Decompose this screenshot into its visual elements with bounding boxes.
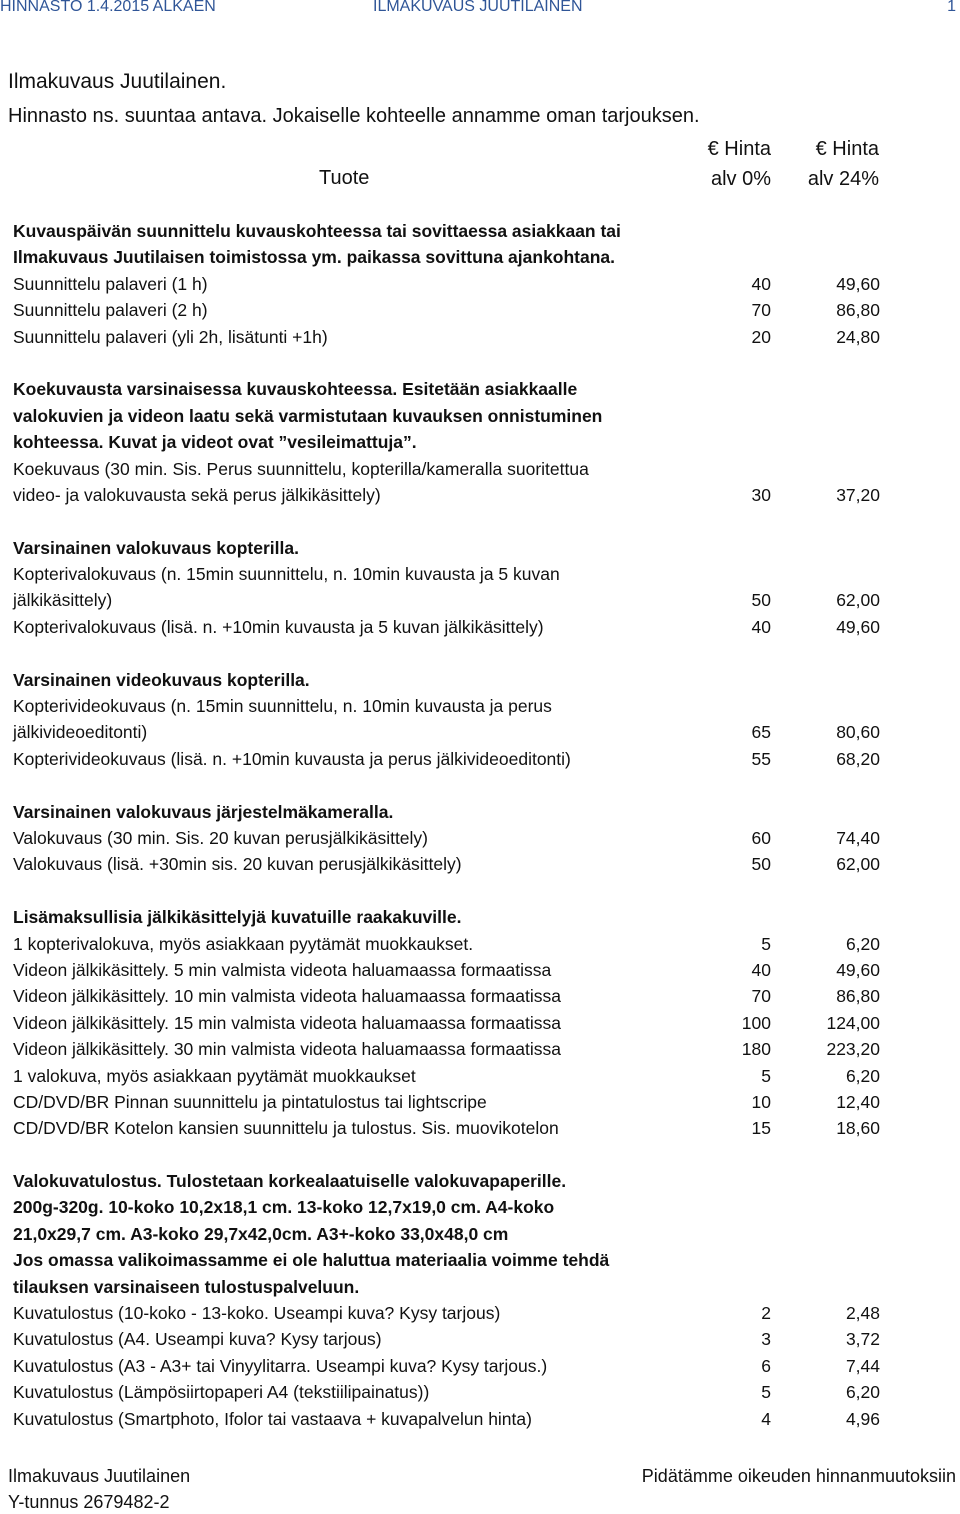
row-description: Kuvauspäivän suunnittelu kuvauskohteessa tai sovittaessa asiakkaan tai <box>13 221 621 241</box>
price-vat0: 2 <box>761 1303 771 1324</box>
price-row <box>13 957 893 983</box>
row-description: Kopterivideokuvaus (lisä. n. +10min kuvausta ja perus jälkivideoeditonti) <box>13 748 571 769</box>
price-row <box>13 1089 893 1115</box>
price-row <box>13 931 893 957</box>
price-vat0: 3 <box>761 1329 771 1350</box>
price-vat24: 223,20 <box>826 1039 880 1060</box>
price-vat0: 6 <box>761 1355 771 1376</box>
row-description: Suunnittelu palaveri (1 h) <box>13 273 208 294</box>
section-heading-line <box>13 1221 893 1247</box>
section-heading-line <box>13 376 893 402</box>
row-description: Kuvatulostus (A3 - A3+ tai Vinyylitarra. Useampi kuva? Kysy tarjous.) <box>13 1355 548 1376</box>
price-vat24: 49,60 <box>836 959 880 980</box>
price-row <box>13 983 893 1009</box>
price-row <box>13 851 893 877</box>
section-heading-line <box>13 1247 893 1273</box>
footer-disclaimer: Pidätämme oikeuden hinnanmuutoksiin <box>641 1466 956 1486</box>
section-heading-line <box>13 1194 893 1220</box>
column-header-product: Tuote <box>319 167 370 189</box>
section-heading-line <box>13 667 893 693</box>
row-description: Suunnittelu palaveri (2 h) <box>13 300 208 321</box>
row-description: video- ja valokuvausta sekä perus jälkikäsittely) <box>13 484 381 505</box>
row-description: Kuvatulostus (A4. Useampi kuva? Kysy tarjous) <box>13 1329 382 1350</box>
price-vat0: 20 <box>751 326 771 347</box>
row-description: Videon jälkikäsittely. 15 min valmista videota haluamaassa formaatissa <box>13 1012 561 1033</box>
price-vat24: 6,20 <box>845 1382 880 1403</box>
price-vat0: 5 <box>761 1065 771 1086</box>
price-vat0: 50 <box>751 854 771 875</box>
price-row <box>13 456 893 482</box>
row-description: Koekuvausta varsinaisessa kuvauskohteessa. Esitetään asiakkaalle <box>13 379 578 400</box>
price-vat0: 65 <box>751 722 771 743</box>
row-description: Jos omassa valikoimassamme ei ole haluttua materiaalia voimme tehdä <box>13 1250 610 1271</box>
price-vat24: 124,00 <box>826 1012 880 1033</box>
price-vat24: 3,72 <box>845 1329 880 1350</box>
row-description: 21,0x29,7 cm. A3-koko 29,7x42,0cm. A3+-koko 33,0x48,0 cm <box>13 1223 509 1244</box>
price-vat0: 40 <box>751 273 771 294</box>
row-description: tilauksen varsinaiseen tulostuspalveluun. <box>13 1276 360 1297</box>
price-row <box>13 1063 893 1089</box>
row-description: Valokuvatulostus. Tulostetaan korkealaatuiselle valokuvapaperille. <box>13 1171 567 1192</box>
section-heading-line <box>13 218 893 244</box>
price-vat0: 10 <box>751 1091 771 1112</box>
row-description: CD/DVD/BR Pinnan suunnittelu ja pintatulostus tai lightscripe <box>13 1091 487 1112</box>
price-row <box>13 1036 893 1062</box>
price-vat24-sublabel: alv 24% <box>807 168 879 190</box>
price-vat0: 15 <box>751 1118 771 1139</box>
row-description: Varsinainen valokuvaus kopterilla. <box>13 537 299 558</box>
row-description: Suunnittelu palaveri (yli 2h, lisätunti +1h) <box>13 326 328 347</box>
row-description: Varsinainen videokuvaus kopterilla. <box>13 669 310 690</box>
section-heading-line <box>13 403 893 429</box>
row-description: valokuvien ja videon laatu sekä varmistutaan kuvauksen onnistuminen <box>13 405 603 426</box>
section-heading-line <box>13 1274 893 1300</box>
row-description: jälkivideoeditonti) <box>13 722 148 743</box>
price-row <box>13 1406 893 1432</box>
price-row <box>13 1353 893 1379</box>
price-vat0: 60 <box>751 827 771 848</box>
price-vat0: 40 <box>751 959 771 980</box>
row-description: Videon jälkikäsittely. 10 min valmista videota haluamaassa formaatissa <box>13 986 561 1007</box>
row-description: Kopterivalokuvaus (n. 15min suunnittelu, n. 10min kuvausta ja 5 kuvan <box>13 564 560 585</box>
row-description: Kuvatulostus (10-koko - 13-koko. Useampi kuva? Kysy tarjous) <box>13 1303 501 1324</box>
price-vat24: 4,96 <box>845 1408 880 1429</box>
price-vat24: 86,80 <box>836 300 880 321</box>
price-vat24-label: € Hinta <box>815 138 879 160</box>
price-row <box>13 482 893 508</box>
price-row <box>13 614 893 640</box>
row-description: Kopterivideokuvaus (n. 15min suunnittelu, n. 10min kuvausta ja perus <box>13 696 552 717</box>
price-row <box>13 1379 893 1405</box>
row-description: Koekuvaus (30 min. Sis. Perus suunnittelu, kopterilla/kameralla suoritettua <box>13 458 589 479</box>
page-header <box>0 0 960 24</box>
row-description: Videon jälkikäsittely. 5 min valmista videota haluamaassa formaatissa <box>13 959 552 980</box>
row-description: 1 kopterivalokuva, myös asiakkaan pyytämät muokkaukset. <box>13 933 474 954</box>
price-vat24: 12,40 <box>836 1091 880 1112</box>
section-heading-line <box>13 244 893 270</box>
spacer <box>13 772 893 798</box>
price-vat24: 74,40 <box>836 827 880 848</box>
price-vat24: 62,00 <box>836 854 880 875</box>
price-row <box>13 1010 893 1036</box>
price-vat0: 100 <box>741 1012 771 1033</box>
price-vat0: 55 <box>751 748 771 769</box>
price-vat24: 80,60 <box>836 722 880 743</box>
spacer <box>13 878 893 904</box>
row-description: kohteessa. Kuvat ja videot ovat ”vesileimattuja”. <box>13 432 417 453</box>
price-vat0: 30 <box>751 484 771 505</box>
header-company: ILMAKUVAUS JUUTILAINEN <box>373 0 583 15</box>
document-title: Ilmakuvaus Juutilainen. <box>8 70 227 93</box>
section-heading-line <box>13 535 893 561</box>
header-date: HINNASTO 1.4.2015 ALKAEN <box>0 0 216 15</box>
price-list <box>13 218 893 1432</box>
price-vat0: 70 <box>751 986 771 1007</box>
row-description: Videon jälkikäsittely. 30 min valmista videota haluamaassa formaatissa <box>13 1039 561 1060</box>
spacer <box>13 640 893 666</box>
price-vat24: 49,60 <box>836 616 880 637</box>
price-vat24: 2,48 <box>845 1303 880 1324</box>
row-description: Kopterivalokuvaus (lisä. n. +10min kuvausta ja 5 kuvan jälkikäsittely) <box>13 616 544 637</box>
price-row <box>13 1115 893 1141</box>
price-vat24: 68,20 <box>836 748 880 769</box>
row-description: Lisämaksullisia jälkikäsittelyjä kuvatuille raakakuville. <box>13 907 462 928</box>
row-description: CD/DVD/BR Kotelon kansien suunnittelu ja tulostus. Sis. muovikotelon <box>13 1118 559 1139</box>
price-row <box>13 297 893 323</box>
footer-business-id: Y-tunnus 2679482-2 <box>8 1492 170 1512</box>
price-vat0: 40 <box>751 616 771 637</box>
spacer <box>13 508 893 534</box>
price-vat24: 62,00 <box>836 590 880 611</box>
column-header-price-vat0 <box>708 134 771 194</box>
price-vat24: 37,20 <box>836 484 880 505</box>
price-row <box>13 693 893 719</box>
price-row <box>13 561 893 587</box>
footer-company: Ilmakuvaus Juutilainen <box>8 1466 191 1486</box>
column-header-price-vat24 <box>808 134 879 194</box>
price-vat24: 18,60 <box>836 1118 880 1139</box>
row-description: jälkikäsittely) <box>13 590 113 611</box>
row-description: 1 valokuva, myös asiakkaan pyytämät muokkaukset <box>13 1065 416 1086</box>
section-heading-line <box>13 799 893 825</box>
price-row <box>13 324 893 350</box>
price-vat24: 6,20 <box>845 933 880 954</box>
price-vat0: 50 <box>751 590 771 611</box>
price-vat0: 70 <box>751 300 771 321</box>
header-page-number: 1 <box>947 0 956 15</box>
price-vat0: 5 <box>761 1382 771 1403</box>
intro-text: Hinnasto ns. suuntaa antava. Jokaiselle kohteelle annamme oman tarjouksen. <box>8 105 700 127</box>
price-vat24: 49,60 <box>836 273 880 294</box>
row-description: Valokuvaus (30 min. Sis. 20 kuvan perusjälkikäsittely) <box>13 827 429 848</box>
row-description: Kuvatulostus (Smartphoto, Ifolor tai vastaava + kuvapalvelun hinta) <box>13 1408 532 1429</box>
price-vat24: 7,44 <box>845 1355 880 1376</box>
section-heading-line <box>13 904 893 930</box>
price-vat0-sublabel: alv 0% <box>710 168 771 190</box>
price-row <box>13 719 893 745</box>
price-vat24: 86,80 <box>836 986 880 1007</box>
row-description: 200g-320g. 10-koko 10,2x18,1 cm. 13-koko 12,7x19,0 cm. A4-koko <box>13 1197 555 1218</box>
row-description: Valokuvaus (lisä. +30min sis. 20 kuvan perusjälkikäsittely) <box>13 854 462 875</box>
price-vat0: 5 <box>761 933 771 954</box>
spacer <box>13 350 893 376</box>
section-heading-line <box>13 1168 893 1194</box>
price-row <box>13 825 893 851</box>
row-description: Varsinainen valokuvaus järjestelmäkameralla. <box>13 801 394 822</box>
price-vat0: 180 <box>741 1039 771 1060</box>
row-description: Ilmakuvaus Juutilaisen toimistossa ym. paikassa sovittuna ajankohtana. <box>13 247 616 268</box>
price-row <box>13 1300 893 1326</box>
price-vat24: 24,80 <box>836 326 880 347</box>
price-vat0: 4 <box>761 1408 771 1429</box>
price-row <box>13 587 893 613</box>
row-description: Kuvatulostus (Lämpösiirtopaperi A4 (tekstiilipainatus)) <box>13 1382 430 1403</box>
price-row <box>13 746 893 772</box>
spacer <box>13 1142 893 1168</box>
price-row <box>13 1326 893 1352</box>
price-row <box>13 271 893 297</box>
price-vat24: 6,20 <box>845 1065 880 1086</box>
section-heading-line <box>13 429 893 455</box>
price-vat0-label: € Hinta <box>707 138 771 160</box>
